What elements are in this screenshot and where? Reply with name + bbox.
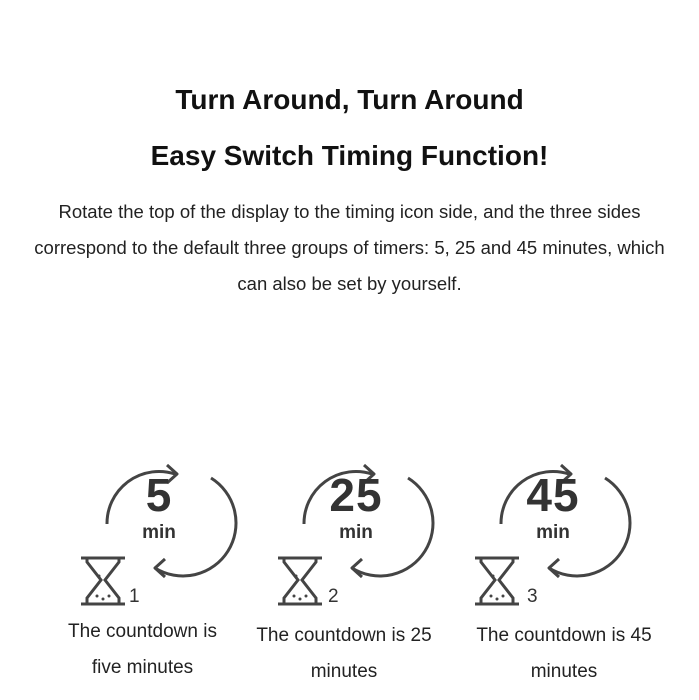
timer-option-3: [469, 440, 669, 620]
timer-caption-line-1: The countdown is 25: [256, 625, 432, 646]
page-title-line-1: Turn Around, Turn Around: [175, 84, 524, 115]
timer-caption-line-1: The countdown is: [68, 621, 217, 642]
timer-unit: min: [536, 522, 570, 543]
timer-caption-3: [459, 618, 669, 690]
timer-caption-line-2: minutes: [310, 661, 378, 682]
page-title-line-2: Easy Switch Timing Function!: [150, 140, 549, 171]
timer-value: 25: [329, 469, 383, 521]
timer-value: 45: [526, 469, 580, 521]
timer-option-1: [75, 440, 275, 620]
timer-caption-1: [50, 614, 235, 686]
timer-caption-line-2: five minutes: [91, 657, 194, 678]
timer-index: 2: [328, 586, 339, 607]
timer-index: 3: [527, 586, 538, 607]
description-text: Rotate the top of the display to the timing icon side, and the three sides correspond to the default three groups of timers: 5, 25 and 45 minutes, which can also be set by yourself.: [34, 201, 665, 294]
timer-unit: min: [142, 522, 176, 543]
hourglass-icon: [75, 552, 135, 612]
timer-unit: min: [339, 522, 373, 543]
timer-caption-line-1: The countdown is 45: [476, 625, 652, 646]
timer-caption-line-2: minutes: [530, 661, 598, 682]
hourglass-icon: [469, 552, 529, 612]
timer-caption-2: [239, 618, 449, 690]
timer-index: 1: [129, 586, 140, 607]
hourglass-icon: [272, 552, 332, 612]
timer-value: 5: [145, 469, 173, 521]
timer-option-2: [272, 440, 472, 620]
